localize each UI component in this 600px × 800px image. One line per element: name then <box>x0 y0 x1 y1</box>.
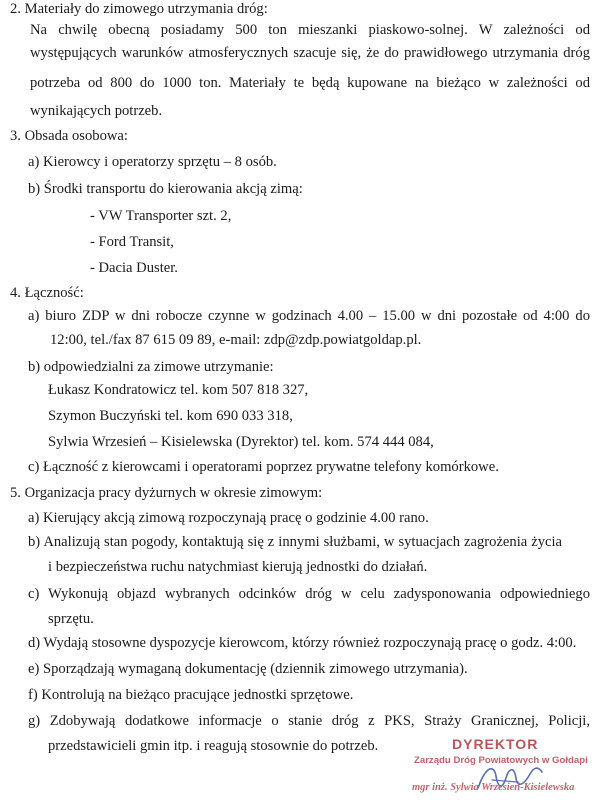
section-5-item-b-line-1: b) Analizują stan pogody, kontaktują się z innymi służbami, w sytuacjach zagrożenia życia <box>28 534 562 550</box>
contact-person-line: Łukasz Kondratowicz tel. kom 507 818 327, <box>48 382 309 398</box>
stamp-subtitle: Zarządu Dróg Powiatowych w Gołdapi <box>414 755 588 766</box>
vehicle-list-item: - VW Transporter szt. 2, <box>90 208 232 224</box>
vehicle-list-item: - Dacia Duster. <box>90 260 178 276</box>
section-5-item-f: f) Kontrolują na bieżąco pracujące jednostki sprzętowe. <box>28 687 354 703</box>
vehicle-list-item: - Ford Transit, <box>90 234 174 250</box>
section-2-text-line-2: występujących warunków atmosferycznych szacuje się, że do prawidłowego utrzymania dróg <box>30 45 590 61</box>
section-5-item-b-line-2: i bezpieczeństwa ruchu natychmiast kierują jednostki do działań. <box>48 559 428 575</box>
section-2-text-line-4: wynikających potrzeb. <box>30 103 163 119</box>
section-2-heading: 2. Materiały do zimowego utrzymania dróg: <box>10 1 268 17</box>
section-5-item-d: d) Wydają stosowne dyspozycje kierowcom, którzy również rozpoczynają pracę o godz. 4:00. <box>28 635 577 651</box>
section-3-item-b: b) Środki transportu do kierowania akcją zimą: <box>28 181 303 197</box>
stamp-signatory-name: mgr inż. Sylwia Wrzesień-Kisielewska <box>412 782 575 793</box>
contact-person-line: Sylwia Wrzesień – Kisielewska (Dyrektor) tel. kom. 574 444 084, <box>48 434 434 450</box>
section-2-text-line-3: potrzeba od 800 do 1000 ton. Materiały te będą kupowane na bieżąco w zależności od <box>30 75 590 91</box>
stamp-title: DYREKTOR <box>452 736 539 752</box>
section-2-text-line-1: Na chwilę obecną posiadamy 500 ton mieszanki piaskowo-solnej. W zależności od <box>30 22 590 38</box>
section-5-item-c-line-2: sprzętu. <box>48 611 94 627</box>
section-4-item-a-line-1: a) biuro ZDP w dni robocze czynne w godzinach 4.00 – 15.00 w dni pozostałe od 4:00 do <box>28 308 590 324</box>
section-5-item-e: e) Sporządzają wymaganą dokumentację (dziennik zimowego utrzymania). <box>28 661 468 677</box>
section-3-heading: 3. Obsada osobowa: <box>10 128 128 144</box>
section-5-item-a: a) Kierujący akcją zimową rozpoczynają pracę o godzinie 4.00 rano. <box>28 510 429 526</box>
director-stamp <box>386 734 596 800</box>
contact-person-line: Szymon Buczyński tel. kom 690 033 318, <box>48 408 293 424</box>
section-5-item-g-line-1: g) Zdobywają dodatkowe informacje o stanie dróg z PKS, Straży Granicznej, Policji, <box>28 713 590 729</box>
section-5-heading: 5. Organizacja pracy dyżurnych w okresie zimowym: <box>10 485 323 501</box>
section-3-item-a: a) Kierowcy i operatorzy sprzętu – 8 osób. <box>28 154 277 170</box>
section-4-heading: 4. Łączność: <box>10 285 84 301</box>
section-5-item-g-line-2: przedstawicieli gmin itp. i reagują stosownie do potrzeb. <box>48 738 379 754</box>
section-4-item-b: b) odpowiedzialni za zimowe utrzymanie: <box>28 359 274 375</box>
section-4-item-a-line-2: 12:00, tel./fax 87 615 09 89, e-mail: zdp@zdp.powiatgoldap.pl. <box>50 332 422 348</box>
section-4-item-c: c) Łączność z kierowcami i operatorami poprzez prywatne telefony komórkowe. <box>28 459 499 475</box>
section-5-item-c-line-1: c) Wykonują objazd wybranych odcinków dróg w celu zadysponowania odpowiedniego <box>28 586 590 602</box>
